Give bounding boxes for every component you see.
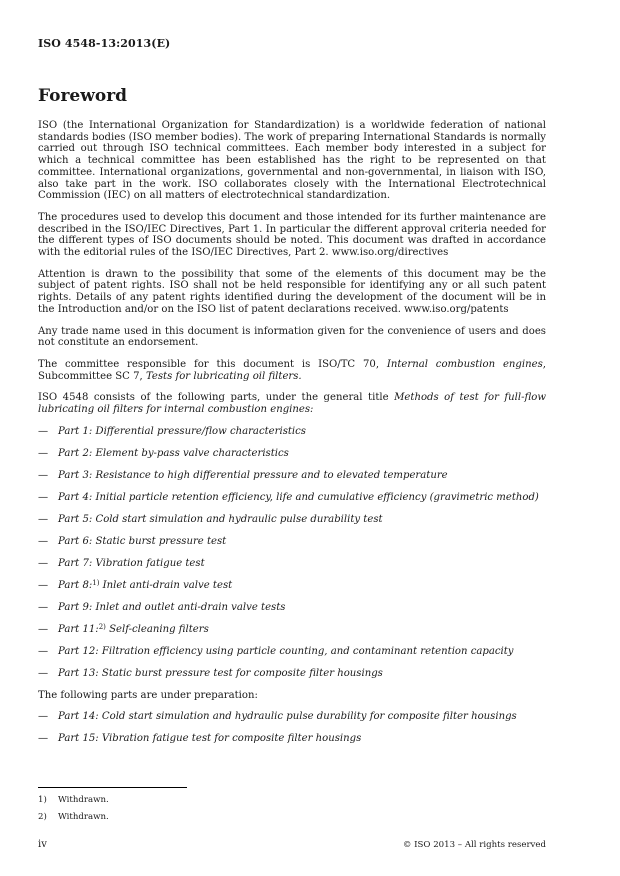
footnote-text: Withdrawn.	[58, 795, 109, 805]
paragraph-trade-name: Any trade name used in this document is information given for the convenience of users and does not constitute an endorsement.	[38, 325, 546, 349]
dash: —	[38, 447, 49, 459]
part-title: Part 13: Static burst pressure test for composite filter housings	[58, 667, 383, 679]
part-label: Part 11:	[58, 623, 99, 635]
document-id: ISO 4548-13:2013(E)	[38, 37, 171, 50]
part-title	[58, 580, 232, 592]
part-name: Inlet anti-drain valve test	[99, 579, 233, 591]
dash: —	[38, 469, 49, 481]
list-item	[38, 470, 546, 482]
part-title: Part 14: Cold start simulation and hydraulic pulse durability for composite filter housings	[58, 711, 517, 723]
part-title: Part 3: Resistance to high differential pressure and to elevated temperature	[58, 469, 448, 481]
parts-intro-text: ISO 4548 consists of the following parts, under the general title	[38, 392, 395, 404]
copyright-notice: © ISO 2013 – All rights reserved	[402, 840, 546, 850]
dash: —	[38, 645, 49, 657]
dash: —	[38, 667, 49, 679]
paragraph-procedures: The procedures used to develop this document and those intended for its further maintenance are described in the ISO/IEC Directives, Part 1. In particular the different approval criteria needed for the different types of ISO documents should be noted. This document was drafted in accordance with the editorial rules of the ISO/IEC Directives, Part 2. www.iso.org/directives	[38, 211, 546, 259]
footnote	[38, 812, 109, 822]
dash: —	[38, 623, 49, 635]
paragraph-iso-intro: ISO (the International Organization for Standardization) is a worldwide federation of national standards bodies (ISO member bodies). The work of preparing International Standards is normally carried out through ISO technical committees. Each member body interested in a subject for which a technical committee has been established has the right to be represented on that committee. International organizations, governmental and non-governmental, in liaison with ISO, also take part in the work. ISO collaborates closely with the International Electrotechnical Commission (IEC) on all matters of electrotechnical standardization.	[38, 120, 546, 202]
list-item	[38, 602, 546, 614]
part-title: Part 6: Static burst pressure test	[58, 535, 227, 547]
footnote-text: Withdrawn.	[58, 812, 109, 822]
list-item	[38, 426, 546, 438]
list-item	[38, 558, 546, 570]
dash: —	[38, 513, 49, 525]
footnote	[38, 795, 109, 805]
part-title: Part 1: Differential pressure/flow characteristics	[58, 425, 306, 437]
list-item	[38, 514, 546, 526]
footnote-divider	[38, 787, 187, 788]
part-title: Part 12: Filtration efficiency using particle counting, and contaminant retention capacity	[58, 645, 514, 657]
part-title: Part 15: Vibration fatigue test for composite filter housings	[58, 733, 362, 745]
footnote-number: 1)	[38, 795, 47, 805]
part-title	[58, 624, 209, 636]
footnote-ref[interactable]: 2)	[98, 622, 106, 631]
subcommittee-name: Tests for lubricating oil filters.	[145, 370, 302, 382]
list-item	[38, 492, 546, 504]
part-title: Part 7: Vibration fatigue test	[58, 557, 205, 569]
dash: —	[38, 491, 49, 503]
dash: —	[38, 733, 49, 745]
dash: —	[38, 601, 49, 613]
paragraph-patents: Attention is drawn to the possibility that some of the elements of this document may be the subject of patent rights. ISO shall not be held responsible for identifying any or all such patent rights. Details of any patent rights identified during the development of the document will be in the Introduction and/or on the ISO list of patent declarations received. www.iso.org/patents	[38, 268, 546, 315]
list-item	[38, 668, 546, 680]
page-number: iv	[38, 839, 47, 850]
list-item	[38, 711, 546, 723]
subcommittee-text: , Subcommittee SC 7,	[38, 358, 546, 382]
part-title: Part 9: Inlet and outlet anti-drain valve tests	[58, 601, 286, 613]
dash: —	[38, 579, 49, 591]
list-item	[38, 448, 546, 460]
paragraph-parts-intro	[38, 392, 546, 415]
committee-text: The committee responsible for this document is ISO/TC 70,	[38, 358, 387, 370]
part-title: Part 5: Cold start simulation and hydraulic pulse durability test	[58, 513, 383, 525]
page-title: Foreword	[38, 86, 128, 106]
list-item	[38, 580, 546, 592]
list-item	[38, 536, 546, 548]
general-title: Methods of test for full-flow lubricating oil filters for internal combustion engines:	[38, 392, 546, 416]
foreword-body	[38, 120, 546, 755]
footnote-ref[interactable]: 1)	[92, 578, 100, 587]
dash: —	[38, 535, 49, 547]
list-item	[38, 624, 546, 636]
list-item	[38, 733, 546, 745]
dash: —	[38, 557, 49, 569]
preparation-intro: The following parts are under preparation:	[38, 689, 258, 701]
dash: —	[38, 711, 49, 723]
footnote-number: 2)	[38, 812, 47, 822]
part-label: Part 8:	[58, 579, 93, 591]
part-title: Part 2: Element by-pass valve characteristics	[58, 447, 289, 459]
part-name: Self-cleaning filters	[105, 623, 209, 635]
list-item	[38, 646, 546, 658]
committee-name: Internal combustion engines	[386, 358, 543, 370]
dash: —	[38, 425, 49, 437]
part-title: Part 4: Initial particle retention efficiency, life and cumulative efficiency (gravimetric method)	[58, 491, 539, 503]
paragraph-committee	[38, 359, 546, 382]
